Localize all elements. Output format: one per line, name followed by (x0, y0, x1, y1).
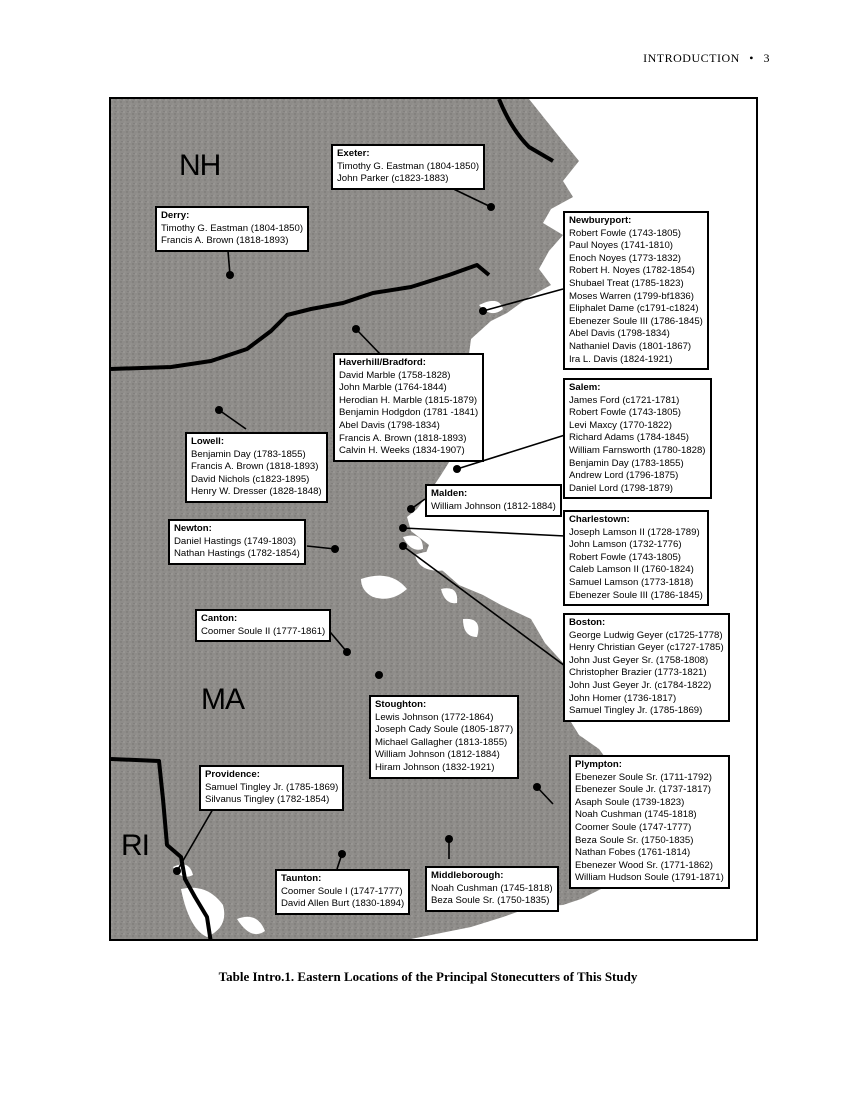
stonecutter-entry: Francis A. Brown (1818-1893) (339, 432, 467, 444)
dot-charlestown (399, 524, 407, 532)
stonecutter-entry: Henry Christian Geyer (c1727-1785) (569, 642, 724, 654)
stonecutter-entry: John Homer (1736-1817) (569, 692, 677, 704)
location-name: Plympton: (575, 759, 622, 770)
stonecutter-entry: Ebenezer Soule Jr. (1737-1817) (575, 784, 711, 796)
stonecutter-entry: Moses Warren (1799-bf1836) (569, 290, 694, 302)
stonecutter-entry: William Farnsworth (1780-1828) (569, 444, 706, 456)
stonecutter-entry: Noah Cushman (1745-1818) (431, 882, 553, 894)
stonecutter-entry: Joseph Cady Soule (1805-1877) (375, 724, 514, 736)
dot-providence (173, 867, 181, 875)
stonecutter-entry: Hiram Johnson (1832-1921) (375, 761, 495, 773)
stonecutter-entry: Levi Maxcy (1770-1822) (569, 419, 672, 431)
stonecutter-entry: Daniel Lord (1798-1879) (569, 482, 673, 494)
stonecutter-entry: Noah Cushman (1745-1818) (575, 809, 697, 821)
location-box-taunton (275, 869, 410, 915)
stonecutter-entry: John Lamson (1732-1776) (569, 539, 682, 551)
location-box-canton (195, 609, 331, 642)
stonecutter-entry: Ebenezer Soule III (1786-1845) (569, 589, 703, 601)
location-name: Providence: (205, 769, 260, 780)
location-box-derry (155, 206, 309, 252)
stonecutter-entry: Robert Fowle (1743-1805) (569, 407, 681, 419)
location-box-stoughton (369, 695, 519, 779)
stonecutter-entry: Andrew Lord (1796-1875) (569, 470, 679, 482)
stonecutter-entry: John Just Geyer Sr. (1758-1808) (569, 654, 709, 666)
page-number: 3 (763, 51, 770, 65)
stonecutter-entry: Francis A. Brown (1818-1893) (191, 461, 319, 473)
stonecutter-entry: Samuel Lamson (1773-1818) (569, 576, 694, 588)
location-box-newburyport (563, 211, 709, 370)
location-name: Newton: (174, 523, 212, 534)
location-box-salem (563, 378, 712, 499)
stonecutter-entry: Robert H. Noyes (1782-1854) (569, 265, 695, 277)
stonecutter-entry: Michael Gallagher (1813-1855) (375, 736, 508, 748)
stonecutter-entry: Benjamin Day (1783-1855) (569, 457, 684, 469)
location-box-lowell (185, 432, 328, 503)
stonecutter-entry: Francis A. Brown (1818-1893) (161, 235, 289, 247)
stonecutter-entry: Benjamin Hodgdon (1781 -1841) (339, 407, 479, 419)
stonecutter-entry: John Parker (c1823-1883) (337, 173, 449, 185)
location-name: Exeter: (337, 148, 370, 159)
stonecutter-entry: Abel Davis (1798-1834) (569, 328, 670, 340)
stonecutter-entry: Samuel Tingley Jr. (1785-1869) (569, 705, 703, 717)
location-box-middleborough (425, 866, 559, 912)
stonecutter-entry: Ira L. Davis (1824-1921) (569, 353, 673, 365)
state-label-nh: NH (179, 149, 221, 182)
location-name: Middleborough: (431, 870, 504, 881)
stonecutter-entry: Coomer Soule (1747-1777) (575, 821, 692, 833)
location-box-malden (425, 484, 562, 517)
stonecutter-entry: Daniel Hastings (1749-1803) (174, 535, 297, 547)
location-name: Salem: (569, 382, 601, 393)
stonecutter-entry: Caleb Lamson II (1760-1824) (569, 564, 694, 576)
stonecutter-entry: John Just Geyer Jr. (c1784-1822) (569, 679, 712, 691)
location-name: Canton: (201, 613, 238, 624)
running-head-section: INTRODUCTION (643, 51, 740, 65)
location-name: Derry: (161, 210, 190, 221)
stonecutter-entry: Silvanus Tingley (1782-1854) (205, 794, 330, 806)
dot-plympton (533, 783, 541, 791)
table-caption: Table Intro.1. Eastern Locations of the Principal Stonecutters of This Study (218, 969, 638, 984)
running-head-separator: • (749, 51, 754, 65)
location-box-plympton (569, 755, 730, 889)
stonecutter-entry: Joseph Lamson II (1728-1789) (569, 526, 700, 538)
stonecutter-entry: George Ludwig Geyer (c1725-1778) (569, 629, 723, 641)
stonecutter-entry: David Marble (1758-1828) (339, 369, 451, 381)
location-box-providence (199, 765, 344, 811)
stonecutter-entry: Timothy G. Eastman (1804-1850) (161, 222, 304, 234)
dot-haverhill (352, 325, 360, 333)
stonecutter-entry: Calvin H. Weeks (1834-1907) (339, 445, 465, 457)
location-name: Lowell: (191, 436, 225, 447)
location-name: Taunton: (281, 873, 322, 884)
location-name: Charlestown: (569, 514, 630, 525)
dot-middleborough (445, 835, 453, 843)
dot-exeter (487, 203, 495, 211)
stonecutter-entry: Timothy G. Eastman (1804-1850) (337, 160, 480, 172)
state-label-ri: RI (121, 829, 149, 862)
location-box-haverhill-bradford (333, 353, 484, 462)
stonecutter-entry: Christopher Brazier (1773-1821) (569, 667, 707, 679)
stonecutter-entry: William Hudson Soule (1791-1871) (575, 872, 724, 884)
stonecutter-entry: William Johnson (1812-1884) (375, 749, 500, 761)
stonecutter-entry: Coomer Soule I (1747-1777) (281, 885, 403, 897)
location-name: Newburyport: (569, 215, 632, 226)
stonecutter-entry: Beza Soule Sr. (1750-1835) (575, 834, 694, 846)
location-box-newton (168, 519, 306, 565)
stonecutter-entry: Richard Adams (1784-1845) (569, 432, 689, 444)
stonecutter-entry: Abel Davis (1798-1834) (339, 419, 440, 431)
stonecutter-entry: Asaph Soule (1739-1823) (575, 796, 685, 808)
dot-newburyport (479, 307, 487, 315)
dot-boston (399, 542, 407, 550)
location-name: Boston: (569, 617, 606, 628)
state-label-ma: MA (201, 683, 244, 716)
stonecutter-entry: Robert Fowle (1743-1805) (569, 551, 681, 563)
stonecutter-entry: Enoch Noyes (1773-1832) (569, 252, 681, 264)
dot-stoughton (375, 671, 383, 679)
dot-newton (331, 545, 339, 553)
stonecutter-entry: Nathan Hastings (1782-1854) (174, 548, 300, 560)
dot-lowell (215, 406, 223, 414)
stonecutter-entry: Ebenezer Soule III (1786-1845) (569, 315, 703, 327)
stonecutter-entry: Eliphalet Dame (c1791-c1824) (569, 303, 699, 315)
stonecutter-entry: James Ford (c1721-1781) (569, 394, 680, 406)
running-head (600, 51, 770, 66)
stonecutter-entry: David Nichols (c1823-1895) (191, 473, 310, 485)
dot-malden (407, 505, 415, 513)
dot-salem (453, 465, 461, 473)
dot-derry (226, 271, 234, 279)
stonecutter-entry: Shubael Treat (1785-1823) (569, 277, 684, 289)
stonecutter-entry: John Marble (1764-1844) (339, 382, 447, 394)
location-box-boston (563, 613, 730, 722)
location-name: Haverhill/Bradford: (339, 357, 426, 368)
stonecutter-entry: Benjamin Day (1783-1855) (191, 448, 306, 460)
stonecutter-entry: David Allen Burt (1830-1894) (281, 898, 405, 910)
stonecutter-entry: Ebenezer Soule Sr. (1711-1792) (575, 771, 712, 783)
stonecutter-entry: Samuel Tingley Jr. (1785-1869) (205, 781, 339, 793)
location-name: Malden: (431, 488, 468, 499)
stonecutter-entry: Henry W. Dresser (1828-1848) (191, 486, 322, 498)
location-box-charlestown (563, 510, 709, 606)
stonecutter-entry: Ebenezer Wood Sr. (1771-1862) (575, 859, 713, 871)
stonecutter-entry: William Johnson (1812-1884) (431, 500, 556, 512)
dot-canton (343, 648, 351, 656)
stonecutter-entry: Nathan Fobes (1761-1814) (575, 847, 691, 859)
location-name: Stoughton: (375, 699, 427, 710)
stonecutter-entry: Coomer Soule II (1777-1861) (201, 625, 326, 637)
dot-taunton (338, 850, 346, 858)
location-box-exeter (331, 144, 485, 190)
stonecutter-entry: Lewis Johnson (1772-1864) (375, 711, 494, 723)
stonecutter-entry: Nathaniel Davis (1801-1867) (569, 340, 692, 352)
stonecutter-entry: Paul Noyes (1741-1810) (569, 240, 673, 252)
map-frame (109, 97, 758, 941)
stonecutter-entry: Robert Fowle (1743-1805) (569, 227, 681, 239)
stonecutter-entry: Herodian H. Marble (1815-1879) (339, 394, 478, 406)
stonecutter-entry: Beza Soule Sr. (1750-1835) (431, 895, 550, 907)
